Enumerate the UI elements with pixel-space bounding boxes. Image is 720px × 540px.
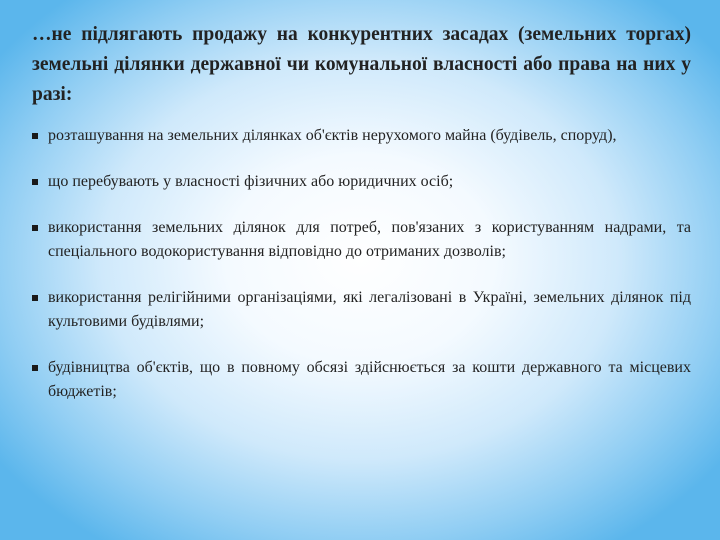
square-bullet-icon [32,133,38,139]
square-bullet-icon [32,295,38,301]
slide-heading: …не підлягають продажу на конкурентних засадах (земельних торгах) земельні ділянки державної чи комунальної власності або права на них у разі: [32,24,691,105]
square-bullet-icon [32,365,38,371]
bullet-item [32,356,691,404]
bullet-text: використання релігійними організаціями, які легалізовані в Україні, земельних ділянок під культовими будівлями; [48,289,691,330]
bullet-item [32,124,691,148]
bullet-text: що перебувають у власності фізичних або юридичних осіб; [48,173,454,190]
bullet-item [32,286,691,334]
bullet-item [32,170,691,194]
bullet-text: будівництва об'єктів, що в повному обсязі здійснюється за кошти державного та місцевих бюджетів; [48,359,691,400]
square-bullet-icon [32,225,38,231]
bullet-list [32,124,691,426]
bullet-text: використання земельних ділянок для потреб, пов'язаних з користуванням надрами, та спеціального водокористування відповідно до отриманих дозволів; [48,219,691,260]
square-bullet-icon [32,179,38,185]
bullet-text: розташування на земельних ділянках об'єктів нерухомого майна (будівель, споруд), [48,127,617,144]
bullet-item [32,216,691,264]
